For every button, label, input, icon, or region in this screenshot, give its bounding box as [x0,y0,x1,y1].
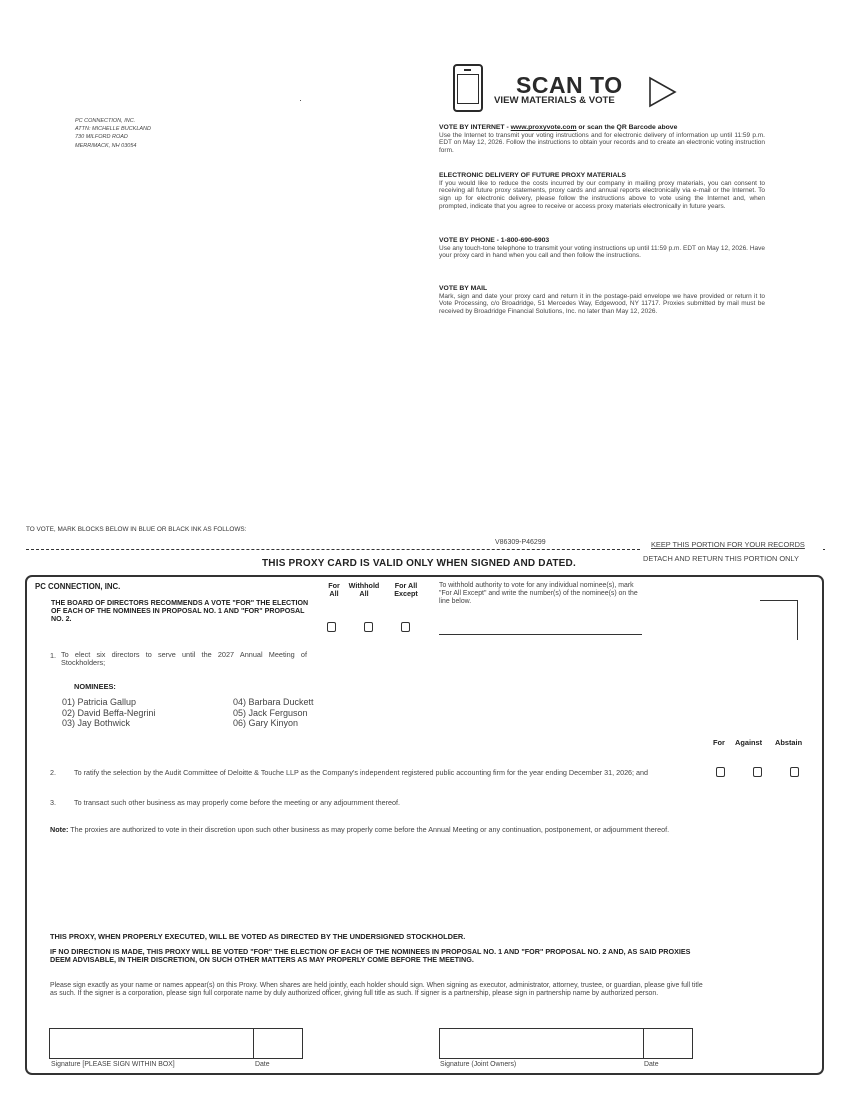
proposal-2-against-checkbox[interactable] [753,767,762,777]
vote-by-mail-section [439,285,765,316]
scan-subtitle: VIEW MATERIALS & VOTE [494,95,615,106]
proposal-number: 3. [50,798,56,807]
proposal-2 [50,769,750,787]
vote-by-phone-heading: VOTE BY PHONE - 1-800-690-6903 [439,237,550,244]
smartphone-icon [453,64,483,112]
valid-only-notice: THIS PROXY CARD IS VALID ONLY WHEN SIGNED AND DATED. [262,558,576,569]
electronic-delivery-heading: ELECTRONIC DELIVERY OF FUTURE PROXY MATERIALS [439,172,627,179]
detach-line-end [823,549,825,550]
vote-by-phone-body: Use any touch-tone telephone to transmit your voting instructions up until 11:59 p.m. EDT on May 12, 2026. Have your proxy card in hand when you call and then follow the instructions. [439,244,765,260]
electronic-delivery-section [439,172,765,211]
vote-by-mail-heading: VOTE BY MAIL [439,285,488,292]
signature-box[interactable] [49,1028,254,1059]
nominee: 01) Patricia Gallup [62,697,137,707]
col-against: Against [735,738,763,747]
signature-label: Signature [PLEASE SIGN WITHIN BOX] [51,1061,175,1068]
nominee-list-right [233,697,314,729]
scan-title: SCAN TO [516,72,623,98]
joint-date-box[interactable] [643,1028,693,1059]
proposal-text: To transact such other business as may properly come before the meeting or any adjournment thereof. [74,798,401,807]
internet-heading-prefix: VOTE BY INTERNET - [439,124,511,131]
vote-by-internet-body: Use the Internet to transmit your voting instructions and for electronic delivery of information up until 11:59 p.m. EDT on May 12, 2026. Follow the instructions to obtain your records and to create an electronic voting instruction form. [439,131,765,155]
return-address-line: ATTN: MICHELLE BUCKLAND [75,126,151,133]
joint-signature-label: Signature (Joint Owners) [440,1061,517,1068]
for-all-checkbox[interactable] [327,622,336,632]
ink-instruction: TO VOTE, MARK BLOCKS BELOW IN BLUE OR BLACK INK AS FOLLOWS: [26,526,247,533]
proposal-2-abstain-checkbox[interactable] [790,767,799,777]
signature-date-box[interactable] [253,1028,303,1059]
no-direction-statement: IF NO DIRECTION IS MADE, THIS PROXY WILL BE VOTED "FOR" THE ELECTION OF EACH OF THE NOMINEES IN PROPOSAL NO. 1 AND "FOR" PROPOSAL NO. 2 AND, AS SAID PROXIES DEEM ADVISABLE, IN THEIR DISCRETION, ON SUCH OTHER MATTERS AS MAY PROPERLY COME BEFORE THE MEETING. [50,947,691,965]
vote-by-phone-section [439,237,765,260]
col-for-all-except-line: For All [394,581,418,590]
detach-line [26,549,640,550]
withhold-instructions: To withhold authority to vote for any individual nominee(s), mark "For All Except" and write the number(s) of the nominee(s) on the line below. [439,582,638,605]
nominee-list-left [62,697,155,729]
return-address [75,117,151,150]
nominee: 05) Jack Ferguson [233,707,308,718]
proposal-number: 2. [50,768,56,777]
col-for-all-except [386,582,426,598]
signing-instructions: Please sign exactly as your name or names appear(s) on this Proxy. When shares are held jointly, each holder should sign. When signing as executor, administrator, attorney, trustee, or guardian, please give full title as such. If the signer is a corporation, please sign full corporate name by duly authorized officer, giving full title as such. If signer is a partnership, please sign in partnership name by authorized person. [50,982,703,998]
internet-heading-suffix: or scan the QR Barcode above [576,124,678,131]
proposal-2-for-checkbox[interactable] [716,767,725,777]
joint-date-label: Date [644,1061,659,1068]
col-for-all [326,582,342,598]
col-for-all-line: For [328,581,340,590]
nominee: 02) David Beffa-Negrini [62,707,156,718]
col-for-all-line: All [329,589,339,598]
nominee: 06) Gary Kinyon [233,718,299,728]
withhold-all-checkbox[interactable] [364,622,373,632]
proposal-text: To elect six directors to serve until the 2027 Annual Meeting of Stockholders; [61,650,307,668]
vote-by-internet-section [439,124,765,155]
nominee-exception-line[interactable] [439,634,642,635]
col-for: For [713,738,725,747]
proxyvote-link[interactable]: www.proxyvote.com [510,124,577,131]
proposal-1 [50,651,310,671]
corner-mark [760,600,798,640]
discretion-note [50,826,710,834]
col-for-all-except-line: Except [394,589,418,598]
col-withhold-all-line: Withhold [348,581,380,590]
joint-signature-box[interactable] [439,1028,644,1059]
for-all-except-checkbox[interactable] [401,622,410,632]
stray-dot [300,100,301,101]
play-arrow-icon [648,76,678,108]
detach-return-label: DETACH AND RETURN THIS PORTION ONLY [643,554,799,563]
control-number: V86309-P46299 [495,539,546,546]
return-address-line: PC CONNECTION, INC. [75,118,136,124]
note-text: The proxies are authorized to vote in their discretion upon such other business as may properly come before the Annual Meeting or any continuation, postponement, or adjournment thereof. [68,825,670,834]
proposal-number: 1. [50,651,57,660]
proposal-text: To ratify the selection by the Audit Committee of Deloitte & Touche LLP as the Company's independent registered public accounting firm for the year ending December 31, 2026; and [74,768,649,777]
note-label: Note: [50,825,69,834]
return-address-line: 730 MILFORD ROAD [75,134,128,141]
nominees-heading: NOMINEES: [74,682,116,691]
vote-by-mail-body: Mark, sign and date your proxy card and return it in the postage-paid envelope we have provided or return it to Vote Processing, c/o Broadridge, 51 Mercedes Way, Edgewood, NY 11717. Proxies submitted by mail must be received by Broadridge Financial Solutions, Inc. no later than May 12, 2026. [439,292,765,316]
return-address-line: MERRIMACK, NH 03054 [75,142,137,149]
board-recommendation: THE BOARD OF DIRECTORS RECOMMENDS A VOTE "FOR" THE ELECTION OF EACH OF THE NOMINEES IN PROPOSAL NO. 1 AND "FOR" PROPOSAL NO. 2. [51,599,309,623]
col-withhold-all [343,582,385,598]
col-abstain: Abstain [775,738,803,747]
nominee: 04) Barbara Duckett [233,697,314,707]
electronic-delivery-body: If you would like to reduce the costs incurred by our company in mailing proxy materials, you can consent to receiving all future proxy statements, proxy cards and annual reports electronically via e-mail or the Internet. To sign up for electronic delivery, please follow the instructions above to vote using the Internet and, when prompted, indicate that you agree to receive or access proxy materials electronically in future years. [439,179,765,210]
vote-by-internet-heading [439,124,765,132]
signature-date-label: Date [255,1061,270,1068]
executed-statement: THIS PROXY, WHEN PROPERLY EXECUTED, WILL BE VOTED AS DIRECTED BY THE UNDERSIGNED STOCKHOLDER. [50,932,466,941]
proposal-3 [50,798,500,808]
company-name: PC CONNECTION, INC. [35,582,121,591]
nominee: 03) Jay Bothwick [62,718,131,728]
keep-portion-label: KEEP THIS PORTION FOR YOUR RECORDS [651,540,805,549]
col-withhold-all-line: All [359,589,369,598]
